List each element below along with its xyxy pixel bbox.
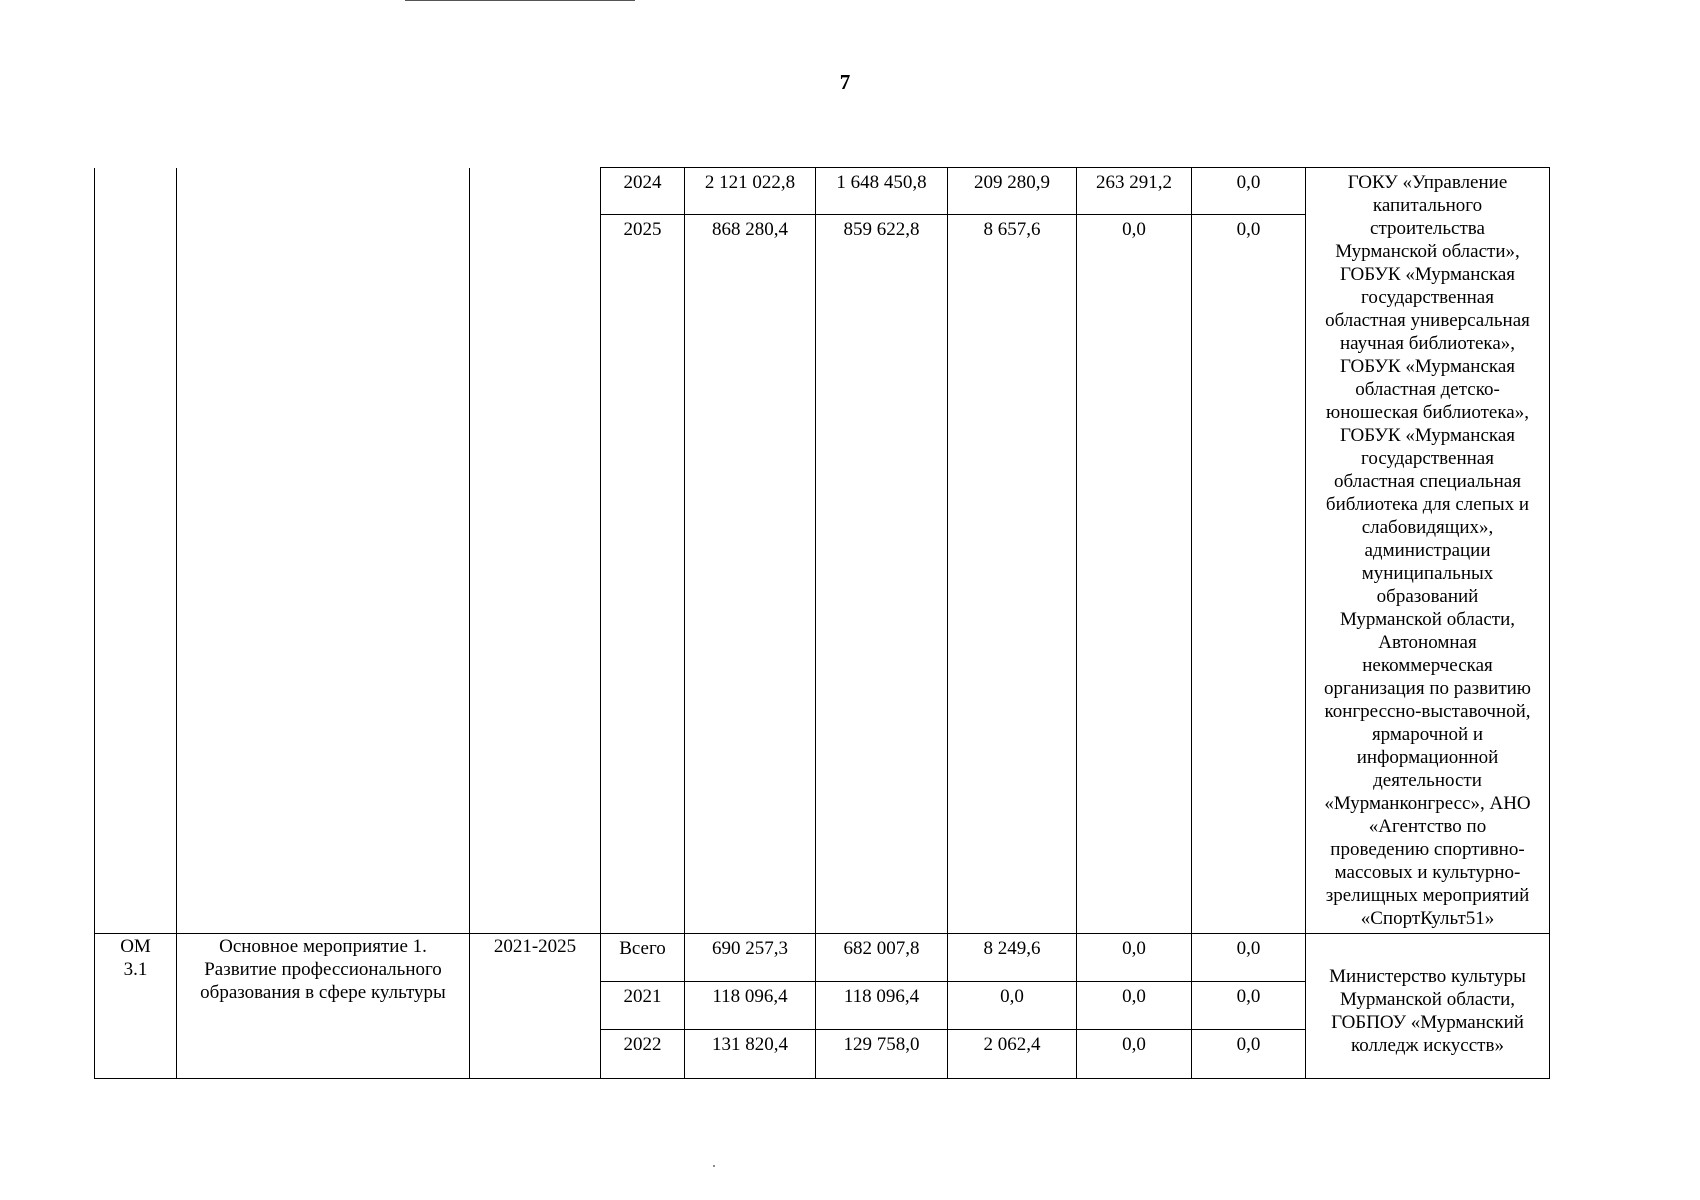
measure-name: Основное мероприятие 1. Развитие профессионального образования в сфере культуры [177,934,470,1079]
measure-period: 2021-2025 [470,934,601,1079]
scan-speck [713,1165,715,1167]
federal-budget-cell: 209 280,9 [948,168,1077,215]
total-cell: 2 121 022,8 [685,168,816,215]
regional-budget-cell: 682 007,8 [816,934,948,982]
page-number: 7 [839,70,851,94]
federal-budget-cell: 2 062,4 [948,1030,1077,1079]
table-row [95,168,1550,215]
year-cell: 2025 [601,215,685,934]
name-cell-empty [177,168,470,934]
year-cell: 2021 [601,982,685,1030]
federal-budget-cell: 8 657,6 [948,215,1077,934]
other-sources-cell: 0,0 [1192,215,1306,934]
budget-table [94,167,1550,1079]
federal-budget-cell: 0,0 [948,982,1077,1030]
other-sources-cell: 0,0 [1192,168,1306,215]
local-budget-cell: 0,0 [1077,215,1192,934]
regional-budget-cell: 129 758,0 [816,1030,948,1079]
total-cell: 118 096,4 [685,982,816,1030]
regional-budget-cell: 1 648 450,8 [816,168,948,215]
period-cell-empty [470,168,601,934]
other-sources-cell: 0,0 [1192,982,1306,1030]
measure-code: ОМ 3.1 [95,934,177,1079]
year-cell: 2024 [601,168,685,215]
local-budget-cell: 0,0 [1077,934,1192,982]
regional-budget-cell: 118 096,4 [816,982,948,1030]
total-cell: 690 257,3 [685,934,816,982]
other-sources-cell: 0,0 [1192,934,1306,982]
local-budget-cell: 263 291,2 [1077,168,1192,215]
table-row [95,934,1550,982]
executors-cell: Министерство культуры Мурманской области, ГОБПОУ «Мурманский колледж искусств» [1306,934,1550,1079]
total-cell: 131 820,4 [685,1030,816,1079]
federal-budget-cell: 8 249,6 [948,934,1077,982]
total-cell: 868 280,4 [685,215,816,934]
local-budget-cell: 0,0 [1077,982,1192,1030]
year-cell: Всего [601,934,685,982]
regional-budget-cell: 859 622,8 [816,215,948,934]
scan-mark [405,0,635,1]
executors-cell: ГОКУ «Управление капитального строительства Мурманской области», ГОБУК «Мурманская государственная областная универсальная научная библиотека», ГОБУК «Мурманская областная детско- юношеская библиотека», ГОБУК «Мурманская государственная областная специальная библиотека для слепых и слабовидящих», администрации муниципальных образований Мурманской области, Автономная некоммерческая организация по развитию конгрессно-выставочной, ярмарочной и информационной деятельности «Мурманконгресс», АНО «Агентство по проведению спортивно- массовых и культурно- зрелищных мероприятий «СпортКульт51» [1306,168,1550,934]
code-cell-empty [95,168,177,934]
year-cell: 2022 [601,1030,685,1079]
local-budget-cell: 0,0 [1077,1030,1192,1079]
other-sources-cell: 0,0 [1192,1030,1306,1079]
